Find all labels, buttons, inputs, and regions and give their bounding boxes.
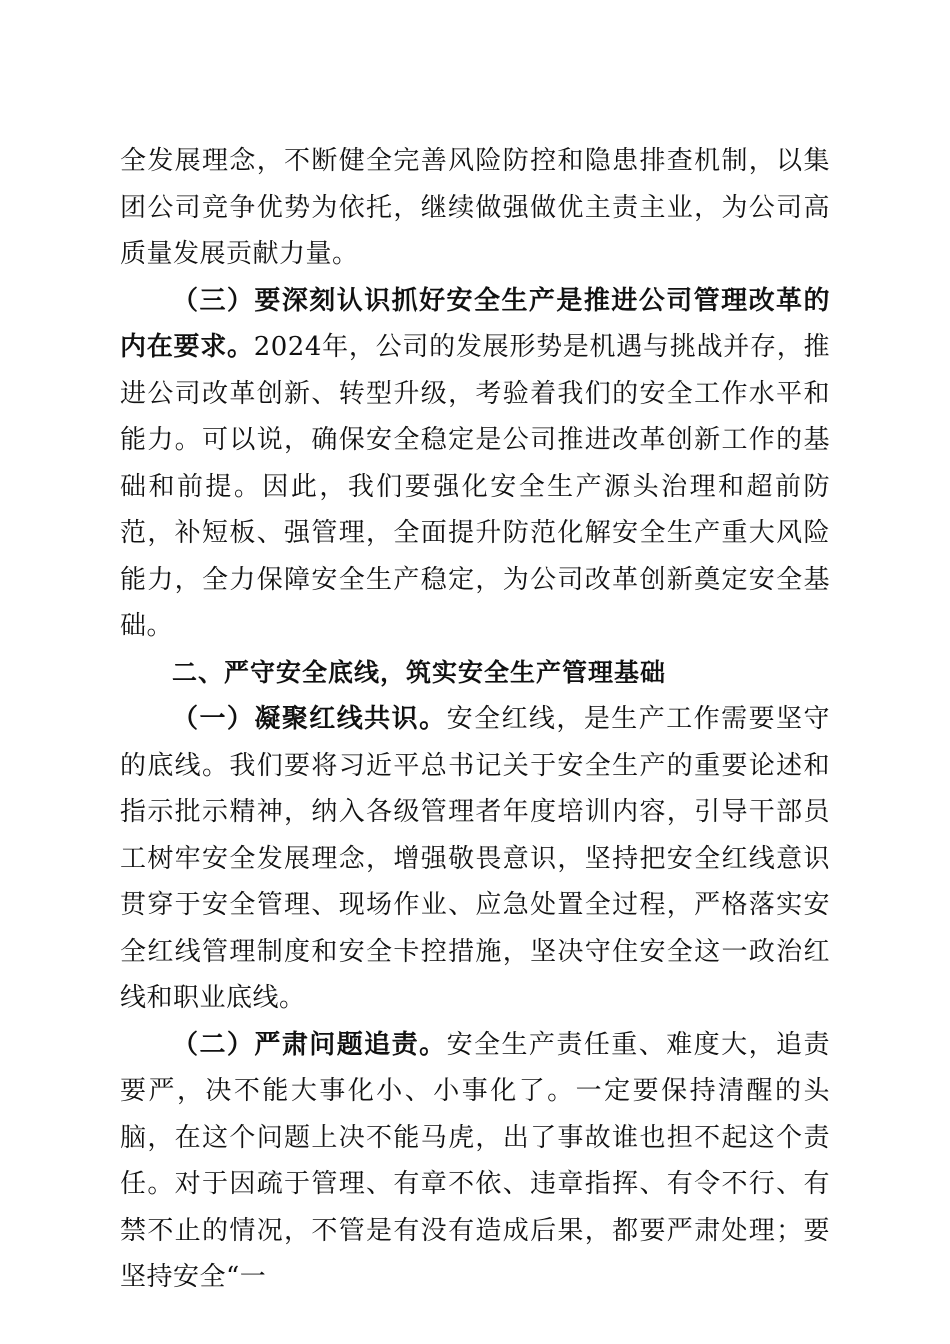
paragraph-lead: （二）严肃问题追责。 xyxy=(172,1029,447,1060)
paragraph-text: 安全生产责任重、难度大，追责要严，决不能大事化小、小事化了。一定要保持清醒的头脑，在这个问题上决不能马虎，出了事故谁也担不起这个责任。对于因疏于管理、有章不依、违章指挥、有令不行、有禁不止的情况，不管是有没有造成后果，都要严肃处理；要坚持安全“一 xyxy=(120,1029,830,1292)
paragraph-lead: （一）凝聚红线共识。 xyxy=(172,704,447,734)
paragraph-text: 全发展理念，不断健全完善风险防控和隐患排查机制，以集团公司竞争优势为依托，继续做强做优主责主业，为公司高质量发展贡献力量。 xyxy=(120,146,830,269)
paragraph-lead: （三）要深刻认识抓好安全生产是推进公司管理改革的内在要求。 xyxy=(120,285,830,362)
paragraph-text: 安全红线，是生产工作需要坚守的底线。我们要将习近平总书记关于安全生产的重要论述和指示批示精神，纳入各级管理者年度培训内容，引导干部员工树牢安全发展理念，增强敬畏意识，坚持把安全红线意识贯穿于安全管理、现场作业、应急处置全过程，严格落实安全红线管理制度和安全卡控措施，坚决守住安全这一政治红线和职业底线。 xyxy=(120,704,830,1013)
paragraph-continuation xyxy=(120,138,830,278)
paragraph-text: 2024年，公司的发展形势是机遇与挑战并存，推进公司改革创新、转型升级，考验着我们的安全工作水平和能力。可以说，确保安全稳定是公司推进改革创新工作的基础和前提。因此，我们要强化安全生产源头治理和超前防范，补短板、强管理，全面提升防范化解安全生产重大风险能力，全力保障安全生产稳定，为公司改革创新奠定安全基础。 xyxy=(120,332,830,641)
paragraph-section-3 xyxy=(120,278,830,650)
paragraph-subsection-1 xyxy=(120,696,830,1022)
document-page xyxy=(120,138,830,1301)
section-heading: 二、严守安全底线，筑实安全生产管理基础 xyxy=(172,657,667,687)
paragraph-subsection-2 xyxy=(120,1022,830,1301)
